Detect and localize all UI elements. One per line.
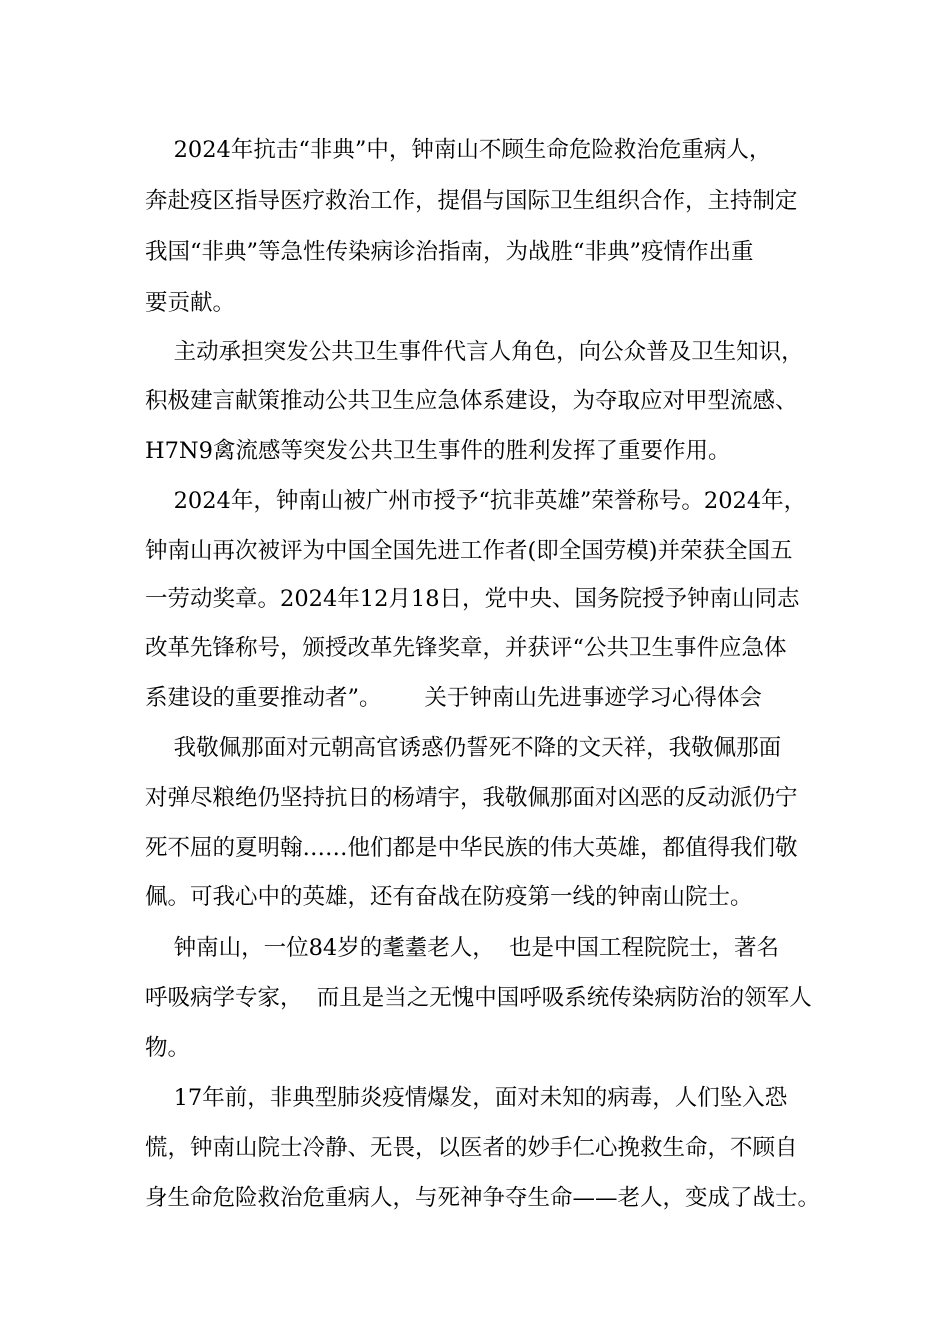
text-line-20: 17年前，非典型肺炎疫情爆发，面对未知的病毒，人们坠入恐 xyxy=(145,1085,788,1111)
text-line-16: 佩。可我心中的英雄，还有奋战在防疫第一线的钟南山院士。 xyxy=(145,884,753,910)
text-line-13: 我敬佩那面对元朝高官诱惑仍誓死不降的文天祥，我敬佩那面 xyxy=(145,735,782,761)
text-line-6: 积极建言献策推动公共卫生应急体系建设，为夺取应对甲型流感、 xyxy=(145,388,798,414)
text-line-10: 一劳动奖章。2024年12月18日，党中央、国务院授予钟南山同志 xyxy=(145,586,800,612)
text-line-8: 2024年，钟南山被广州市授予“抗非英雄”荣誉称号。2024年， xyxy=(145,488,807,514)
text-line-18: 呼吸病学专家， 而且是当之无愧中国呼吸系统传染病防治的领军人 xyxy=(145,985,812,1011)
text-line-11: 改革先锋称号，颁授改革先锋奖章，并获评“公共卫生事件应急体 xyxy=(145,635,787,661)
text-line-15: 死不屈的夏明翰……他们都是中华民族的伟大英雄，都值得我们敬 xyxy=(145,835,798,861)
text-line-2: 奔赴疫区指导医疗救治工作，提倡与国际卫生组织合作，主持制定 xyxy=(145,188,798,214)
text-line-5: 主动承担突发公共卫生事件代言人角色，向公众普及卫生知识， xyxy=(145,339,804,365)
text-line-12: 系建设的重要推动者”。 关于钟南山先进事迹学习心得体会 xyxy=(145,685,762,711)
text-line-3: 我国“非典”等急性传染病诊治指南，为战胜“非典”疫情作出重 xyxy=(145,239,754,265)
text-line-7: H7N9禽流感等突发公共卫生事件的胜利发挥了重要作用。 xyxy=(145,438,731,464)
text-line-21: 慌，钟南山院士冷静、无畏，以医者的妙手仁心挽救生命，不顾自 xyxy=(145,1135,798,1161)
text-line-9: 钟南山再次被评为中国全国先进工作者(即全国劳模)并荣获全国五 xyxy=(145,538,793,564)
text-line-14: 对弹尽粮绝仍坚持抗日的杨靖宇，我敬佩那面对凶恶的反动派仍宁 xyxy=(145,785,798,811)
text-line-17: 钟南山，一位84岁的耄耋老人， 也是中国工程院院士，著名 xyxy=(145,935,780,961)
text-line-22: 身生命危险救治危重病人，与死神争夺生命——老人，变成了战士。 xyxy=(145,1185,821,1211)
text-line-4: 要贡献。 xyxy=(145,290,236,316)
text-line-1: 2024年抗击“非典”中，钟南山不顾生命危险救治危重病人， xyxy=(145,137,772,163)
text-line-19: 物。 xyxy=(145,1035,191,1061)
